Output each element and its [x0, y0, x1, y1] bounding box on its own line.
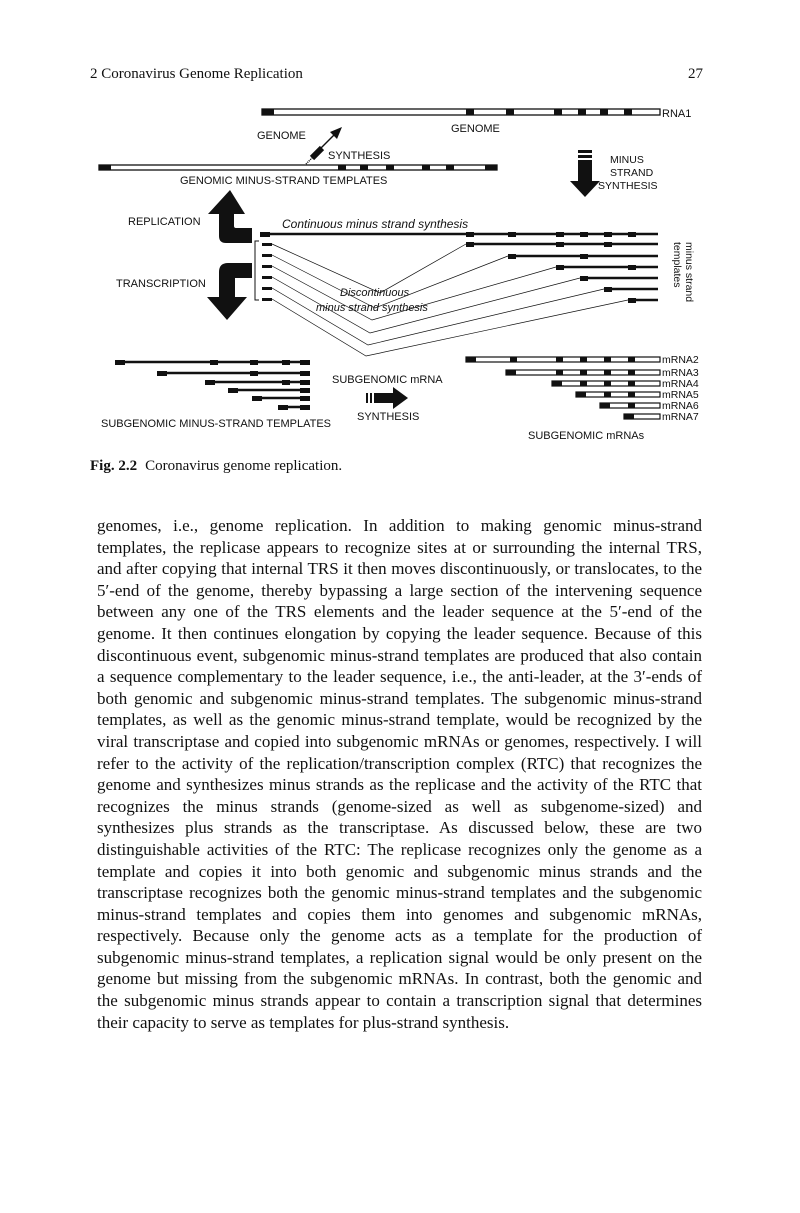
transcription-label: TRANSCRIPTION [116, 278, 206, 290]
replication-figure [0, 0, 800, 450]
replication-arrow [208, 190, 252, 243]
subgenomic-mrna-label: SUBGENOMIC mRNA [332, 374, 443, 386]
minus-strand-synthesis-arrow [570, 150, 600, 197]
genomic-minus-templates-label: GENOMIC MINUS-STRAND TEMPLATES [180, 175, 388, 187]
subgenomic-minus-templates [115, 360, 310, 410]
subgenomic-minus-templates-label: SUBGENOMIC MINUS-STRAND TEMPLATES [101, 418, 332, 430]
page-number: 27 [688, 66, 703, 82]
genomic-minus-strand-template [99, 165, 497, 170]
minus-strand-synthesis-label: MINUS STRAND SYNTHESIS [598, 154, 658, 192]
running-head-chapter: 2 Coronavirus Genome Replication [90, 66, 303, 82]
discontinuous-connectors [272, 244, 628, 356]
genome-rna1-strand [262, 109, 660, 115]
discontinuous-strands [466, 242, 658, 303]
genome-top-label: GENOME [451, 123, 500, 135]
figure-caption [90, 458, 342, 475]
body-paragraph: genomes, i.e., genome replication. In addition to making genomic minus-strand templates, the replicase appears to recognize sites at or surrounding the internal TRS, and after copying that internal TRS it then moves discontinuously, or translocates, to the 5′-end of the genome, thereby bypassing a large section of the intervening sequence between any one of the TRS elements and the leader sequence at the 5′-end of the genome. It then continues elongation by copying the leader sequence. Because of this discontinuous event, subgenomic minus-strand templates are produced that also contain a sequence complementary to the leader sequence, i.e., the anti-leader, at the 3′-ends of both genomic and subgenomic minus-strand templates. The subgenomic minus-strand templates, as well as the genomic minus-strand template, would be recognized by the viral transcriptase and copied into subgenomic mRNAs or genomes, respectively. I will refer to the activity of the replication/transcription complex (RTC) that recognizes the genome and synthesizes minus strands as the replicase and the activity of the RTC that recognizes the minus strands (genome-sized as well as subgenome-sized) and synthesizes plus strands as the transcriptase. As discussed below, these are two distinguishable activities of the RTC: The replicase recognizes only the genome as a template and copies it into both genomic and subgenomic minus strands and the transcriptase recognizes both the genomic minus-strand templates and the subgenomic minus-strand templates and copies them into genomes and subgenomic mRNAs, respectively. Because only the genome acts as a template for the production of subgenomic minus-strand templates, a replication signal would be only present on the genome but missing from the subgenomic mRNAs. In contrast, both the genomic and the subgenomic minus strands appear to contain a transcription signal that determines their capacity to serve as templates for plus-strand synthesis. [97, 516, 702, 1032]
synthesis-bottom-label: SYNTHESIS [357, 411, 420, 423]
replication-label: REPLICATION [128, 216, 201, 228]
continuous-strand [260, 232, 658, 237]
discontinuous-label: Discontinuous minus strand synthesis [316, 287, 428, 314]
minus-strand-templates-vertical-label: minus strand templates [671, 242, 695, 303]
continuous-label: Continuous minus strand synthesis [282, 217, 469, 231]
synthesis-top-label: SYNTHESIS [328, 150, 391, 162]
transcription-arrow [207, 263, 252, 320]
figure-caption-label: Fig. 2.2 [90, 458, 138, 474]
leader-stubs [255, 241, 272, 301]
genome-left-label: GENOME [257, 130, 306, 142]
subgenomic-mrna-strands [466, 357, 660, 419]
mrna-labels: mRNA2 mRNA3 mRNA4 mRNA5 mRNA6 mRNA7 [662, 354, 699, 423]
subgenomic-synthesis-arrow [366, 387, 408, 409]
subgenomic-mrnas-label: SUBGENOMIC mRNAs [528, 430, 645, 442]
rna1-label: RNA1 [662, 108, 692, 120]
figure-caption-text: Coronavirus genome replication. [145, 458, 343, 474]
